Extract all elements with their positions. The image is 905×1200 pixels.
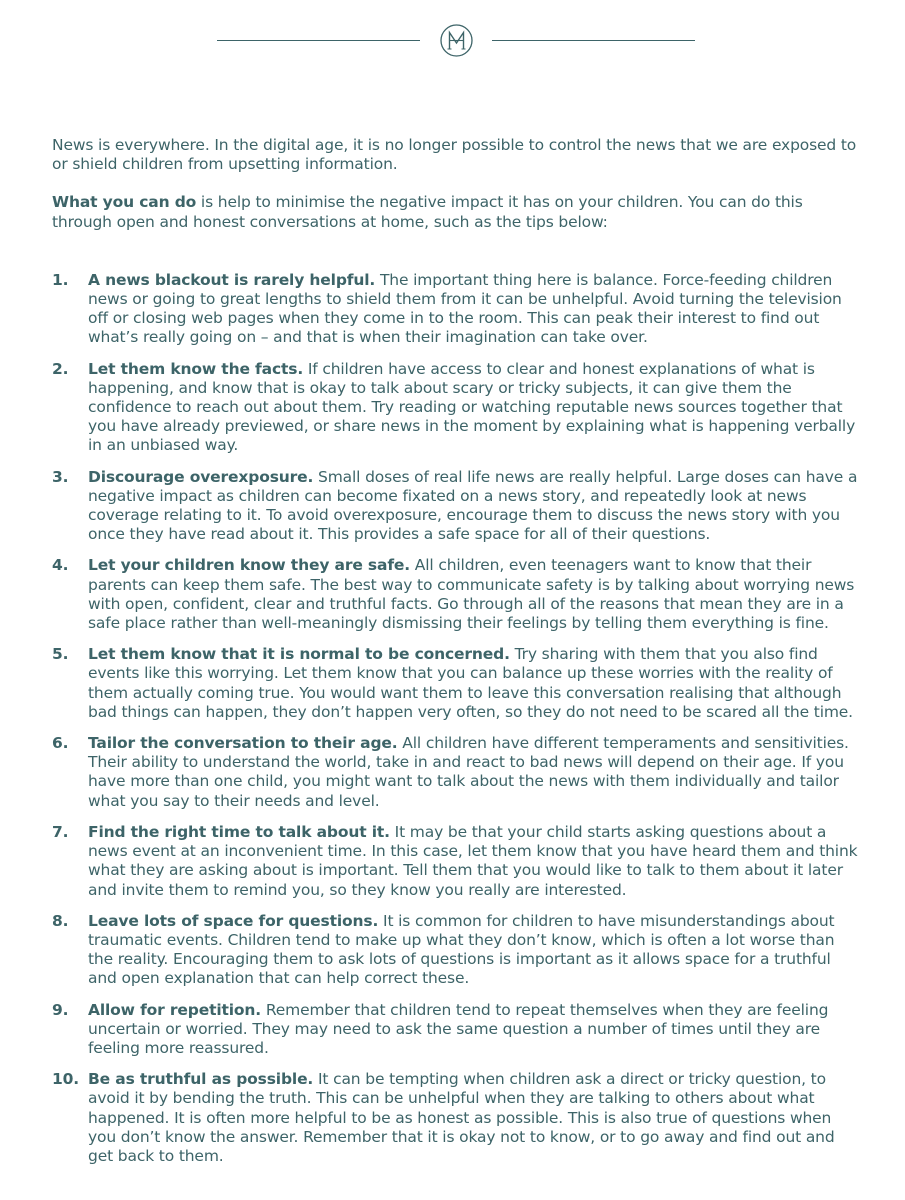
tip-text: Small doses of real life news are really helpful. Large doses can have a negative impact as children can become fixated on a news story, and repeatedly look at news coverage relating to it. To avoid overexposure, encourage them to discuss the news story with you once they have read about it. This provides a safe space for all of their questions.	[88, 467, 858, 544]
tip-title: Discourage overexposure.	[88, 467, 314, 486]
page-header	[0, 22, 905, 60]
tip-number: 5.	[52, 645, 69, 664]
tip-item	[52, 271, 864, 348]
intro-text: News is everywhere. In the digital age, it is no longer possible to control the news that we are exposed to or shield children from upsetting information.	[52, 136, 857, 174]
tip-text: It can be tempting when children ask a direct or tricky question, to avoid it by bending the truth. This can be unhelpful when they are talking to others about what happened. It is often more helpful to be as honest as possible. This is also true of questions when you don’t know the answer. Remember that it is okay not to know, or to go away and find out and get back to them.	[88, 1070, 835, 1165]
tip-title: Leave lots of space for questions.	[88, 911, 379, 930]
what-you-can-do-paragraph	[52, 193, 864, 231]
tip-text: The important thing here is balance. Force-feeding children news or going to great lengths to shield them from it can be unhelpful. Avoid turning the television off or closing web pages when they come in to the room. This can peak their interest to find out what’s really going on – and that is when their imagination can take over.	[88, 270, 842, 347]
tips-list	[52, 271, 864, 1166]
intro-paragraph	[52, 136, 864, 174]
tip-number: 10.	[52, 1070, 80, 1089]
tip-number: 4.	[52, 556, 69, 575]
tip-item	[52, 734, 864, 811]
tip-item	[52, 912, 864, 989]
tip-number: 6.	[52, 734, 69, 753]
tip-title: Let them know the facts.	[88, 359, 304, 378]
tip-item	[52, 1070, 864, 1166]
tip-title: Let your children know they are safe.	[88, 556, 411, 575]
tip-text: All children, even teenagers want to know that their parents can keep them safe. The best way to communicate safety is by talking about worrying news with open, confident, clear and truthful facts. Go through all of the reasons that mean they are in a safe place rather than well-meaningly dismissing their feelings by telling them everything is fine.	[88, 556, 855, 633]
tip-text: If children have access to clear and honest explanations of what is happening, and know that is okay to talk about scary or tricky subjects, it can give them the confidence to reach out about them. Try reading or watching reputable news sources together that you have already previewed, or share news in the moment by explaining what is happening verbally in an unbiased way.	[88, 359, 856, 455]
tip-title: Let them know that it is normal to be concerned.	[88, 645, 510, 664]
tip-number: 1.	[52, 270, 69, 289]
tip-item	[52, 823, 864, 900]
tip-title: Tailor the conversation to their age.	[88, 734, 398, 753]
tip-number: 9.	[52, 1000, 69, 1019]
tip-title: A news blackout is rarely helpful.	[88, 270, 376, 289]
tip-item	[52, 556, 864, 633]
tip-item	[52, 360, 864, 456]
tip-title: Find the right time to talk about it.	[88, 822, 390, 841]
tip-title: Allow for repetition.	[88, 1000, 262, 1019]
tip-title: Be as truthful as possible.	[88, 1070, 314, 1089]
header-rule-left	[217, 40, 420, 41]
tip-item	[52, 645, 864, 722]
tip-item	[52, 468, 864, 545]
what-you-can-do-heading: What you can do	[52, 193, 197, 212]
what-you-can-do-text: is help to minimise the negative impact it has on your children. You can do this through open and honest conversations at home, such as the tips below:	[52, 193, 803, 231]
m-monogram-icon	[440, 24, 473, 57]
tip-item	[52, 1001, 864, 1059]
tip-number: 7.	[52, 822, 69, 841]
tip-number: 3.	[52, 467, 69, 486]
tip-text: All children have different temperaments and sensitivities. Their ability to understand the world, take in and react to bad news will depend on their age. If you have more than one child, you might want to talk about the news with them individually and tailor what you say to their needs and level.	[88, 734, 849, 810]
tip-number: 2.	[52, 359, 69, 378]
tip-text: Remember that children tend to repeat themselves when they are feeling uncertain or worried. They may need to ask the same question a number of times until they are feeling more reassured.	[88, 1000, 829, 1057]
header-rule-right	[492, 40, 695, 41]
document-body	[52, 136, 864, 1178]
tip-text: It is common for children to have misunderstandings about traumatic events. Children tend to make up what they don’t know, which is often a lot worse than the reality. Encouraging them to ask lots of questions is important as it allows space for a truthful and open explanation that can help correct these.	[88, 911, 835, 988]
tip-text: It may be that your child starts asking questions about a news event at an inconvenient time. In this case, let them know that you have heard them and think what they are asking about is important. Tell them that you would like to talk to them about it later and invite them to remind you, so they know you really are interested.	[88, 822, 858, 899]
tip-text: Try sharing with them that you also find events like this worrying. Let them know that you can balance up these worries with the reality of them actually coming true. You would want them to leave this conversation realising that although bad things can happen, they don’t happen very often, so they do not need to be scared all the time.	[88, 645, 853, 721]
tip-number: 8.	[52, 911, 69, 930]
